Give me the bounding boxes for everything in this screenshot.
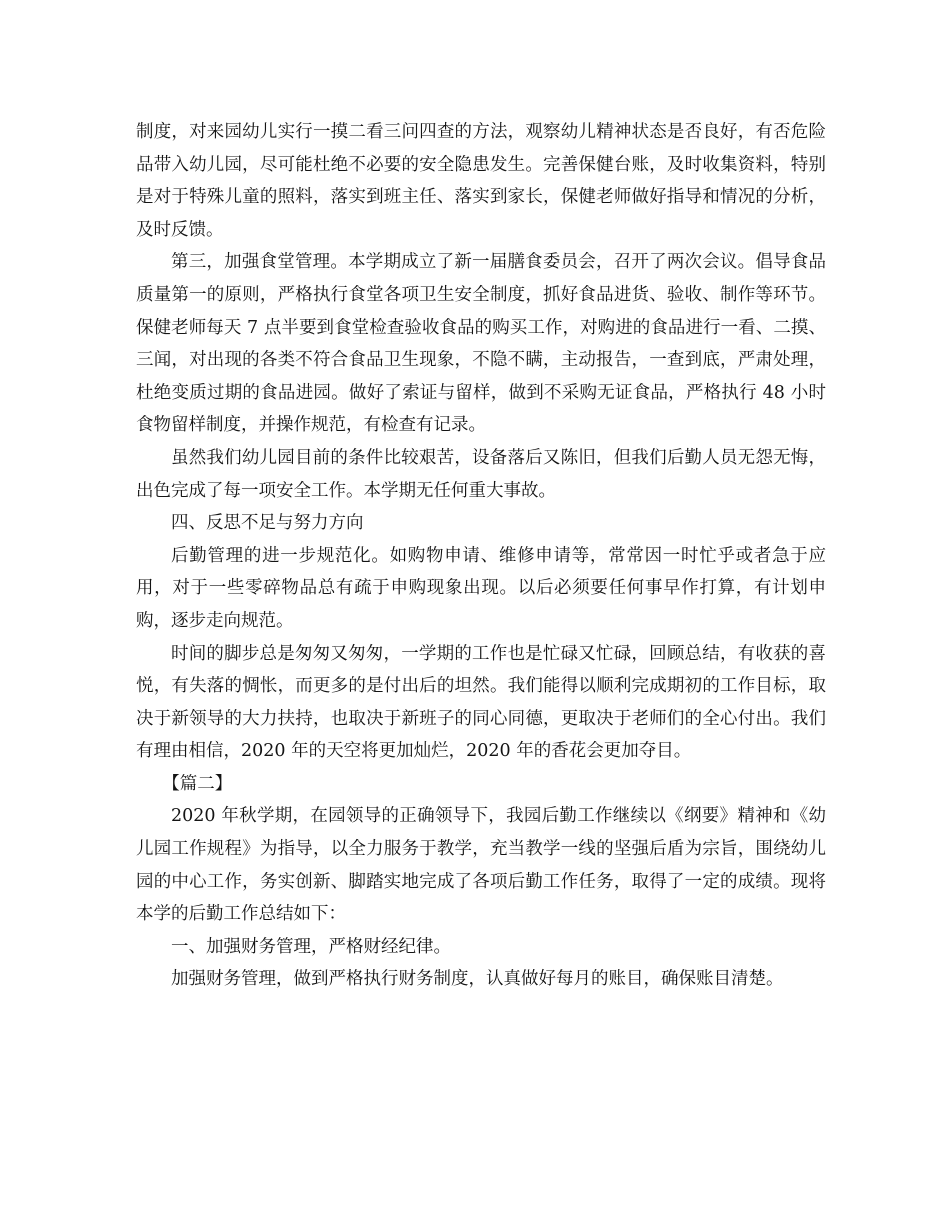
- paragraph-canteen-management: 第三，加强食堂管理。本学期成立了新一届膳食委员会，召开了两次会议。倡导食品质量第一的原则，严格执行食堂各项卫生安全制度，抓好食品进货、验收、制作等环节。保健老师每天 7 点半要到食堂检查验收食品的购买工作，对购进的食品进行一看、二摸、三闻，对出现的各类不符合食品卫生现象，不隐不瞒，主动报告，一查到底，严肃处理，杜绝变质过期的食品进园。做好了索证与留样，做到不采购无证食品，严格执行 48 小时食物留样制度，并操作规范，有检查有记录。: [136, 252, 826, 436]
- paragraph-standardization: 后勤管理的进一步规范化。如购物申请、维修申请等，常常因一时忙乎或者急于应用，对于一些零碎物品总有疏于申购现象出现。以后必须要任何事早作打算，有计划申购，逐步走向规范。: [136, 545, 826, 631]
- paragraph-conclusion: 时间的脚步总是匆匆又匆匆，一学期的工作也是忙碌又忙碌，回顾总结，有收获的喜悦，有失落的惆怅，而更多的是付出后的坦然。我们能得以顺利完成期初的工作目标，取决于新领导的大力扶持，也取决于新班子的同心同德，更取决于老师们的全心付出。我们有理由相信，2020 年的天空将更加灿烂，2020 年的香花会更加夺目。: [136, 643, 826, 762]
- section-heading-finance: 一、加强财务管理，严格财经纪律。: [171, 936, 451, 957]
- part-two-heading: 【篇二】: [162, 773, 233, 794]
- document-body: [136, 116, 826, 996]
- section-heading-reflection: 四、反思不足与努力方向: [171, 513, 364, 534]
- paragraph-finance: 加强财务管理，做到严格执行财务制度，认真做好每月的账目，确保账目清楚。: [171, 969, 784, 990]
- paragraph-safety-summary: 虽然我们幼儿园目前的条件比较艰苦，设备落后又陈旧，但我们后勤人员无怨无悔，出色完成了每一项安全工作。本学期无任何重大事故。: [136, 447, 826, 501]
- paragraph-health-system: 制度，对来园幼儿实行一摸二看三问四查的方法，观察幼儿精神状态是否良好，有否危险品带入幼儿园，尽可能杜绝不必要的安全隐患发生。完善保健台账，及时收集资料，特别是对于特殊儿童的照料，落实到班主任、落实到家长，保健老师做好指导和情况的分析，及时反馈。: [136, 122, 826, 240]
- paragraph-part-two-intro: 2020 年秋学期，在园领导的正确领导下，我园后勤工作继续以《纲要》精神和《幼儿园工作规程》为指导，以全力服务于教学，充当教学一线的坚强后盾为宗旨，围绕幼儿园的中心工作，务实创新、脚踏实地完成了各项后勤工作任务，取得了一定的成绩。现将本学的后勤工作总结如下：: [136, 806, 826, 925]
